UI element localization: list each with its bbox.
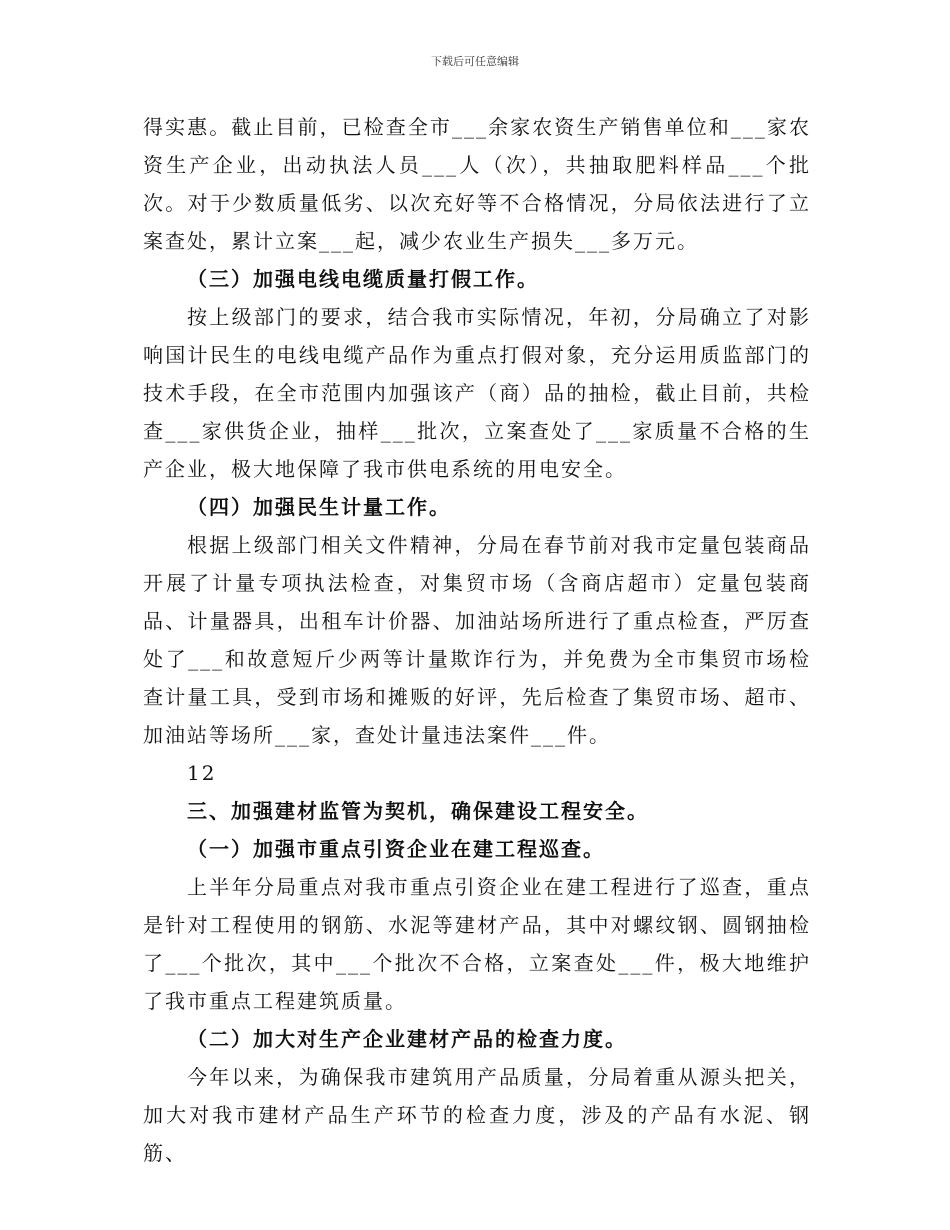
section-heading: （三）加强电线电缆质量打假工作。 xyxy=(187,267,539,291)
section-heading: 三、加强建材监管为契机，确保建设工程安全。 xyxy=(187,799,649,823)
page-number-text: 12 xyxy=(187,761,217,785)
body-paragraph: 今年以来，为确保我市建筑用产品质量，分局着重从源头把关，加大对我市建材产品生产环节的检查力度，涉及的产品有水泥、钢筋、 xyxy=(143,1065,811,1165)
page-header: 下载后可任意编辑 xyxy=(431,55,519,68)
body-paragraph: 得实惠。截止目前，已检查全市___余家农资生产销售单位和___家农资生产企业，出动执法人员___人（次），共抽取肥料样品___个批次。对于少数质量低劣、以次充好等不合格情况，分局依法进行了立案查处，累计立案___起，减少农业生产损失___多万元。 xyxy=(143,115,811,253)
section-heading: （一）加强市重点引资企业在建工程巡查。 xyxy=(187,837,605,861)
document-body xyxy=(143,108,811,1172)
section-heading: （二）加大对生产企业建材产品的检查力度。 xyxy=(187,1027,627,1051)
body-paragraph: 上半年分局重点对我市重点引资企业在建工程进行了巡查，重点是针对工程使用的钢筋、水泥等建材产品，其中对螺纹钢、圆钢抽检了___个批次，其中___个批次不合格，立案查处___件，极大地维护了我市重点工程建筑质量。 xyxy=(143,875,811,1013)
body-paragraph: 根据上级部门相关文件精神，分局在春节前对我市定量包装商品开展了计量专项执法检查，对集贸市场（含商店超市）定量包装商品、计量器具，出租车计价器、加油站场所进行了重点检查，严厉查处了___和故意短斤少两等计量欺诈行为，并免费为全市集贸市场检查计量工具，受到市场和摊贩的好评，先后检查了集贸市场、超市、加油站等场所___家，查处计量违法案件___件。 xyxy=(143,533,811,747)
body-paragraph: 按上级部门的要求，结合我市实际情况，年初，分局确立了对影响国计民生的电线电缆产品作为重点打假对象，充分运用质监部门的技术手段，在全市范围内加强该产（商）品的抽检，截止目前，共检查___家供货企业，抽样___批次，立案查处了___家质量不合格的生产企业，极大地保障了我市供电系统的用电安全。 xyxy=(143,305,811,481)
section-heading: （四）加强民生计量工作。 xyxy=(187,495,451,519)
